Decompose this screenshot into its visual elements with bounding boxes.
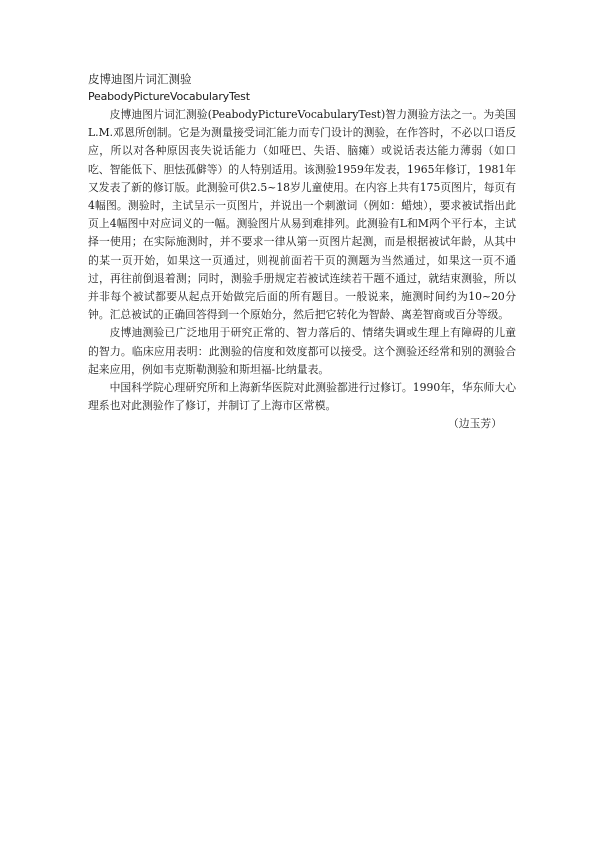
paragraph-definition: 皮博迪图片词汇测验(PeabodyPictureVocabularyTest)智力测验方法之一。为美国L.M.邓恩所创制。它是为测量接受词汇能力而专门设计的测验，在作答时，不必以口语反应，所以对各种原因丧失说话能力（如哑巴、失语、脑瘫）或说话表达能力薄弱（如口吃、智能低下、胆怯孤僻等）的人特别适用。该测验1959年发表，1965年修订，1981年又发表了新的修订版。此测验可供2.5~18岁儿童使用。在内容上共有175页图片，每页有4幅图。测验时，主试呈示一页图片，并说出一个刺激词（例如：蜡烛），要求被试指出此页上4幅图中对应词义的一幅。测验图片从易到难排列。此测验有L和M两个平行本，主试择一使用；在实际施测时，并不要求一律从第一页图片起测，而是根据被试年龄，从其中的某一页开始，如果这一页通过，则视前面若干页的测题为当然通过，如果这一页不通过，再往前倒退着测；同时，测验手册规定若被试连续若干题不通过，就结束测验，所以并非每个被试都要从起点开始做完后面的所有题目。一般说来，施测时间约为10~20分钟。汇总被试的正确回答得到一个原始分，然后把它转化为智龄、离差智商或百分等级。 (88, 108, 516, 322)
paragraph-applications: 皮博迪测验已广泛地用于研究正常的、智力落后的、情绪失调或生理上有障碍的儿童的智力。临床应用表明：此测验的信度和效度都可以接受。这个测验还经常和别的测验合起来应用，例如韦克斯勒测验和斯坦福-比纳量表。 (88, 326, 516, 376)
article-body (88, 71, 516, 434)
article-english-title: PeabodyPictureVocabularyTest (88, 90, 250, 103)
author-attribution: （边玉芳） (448, 417, 502, 431)
paragraph-revisions: 中国科学院心理研究所和上海新华医院对此测验都进行过修订。1990年，华东师大心理系也对此测验作了修订，并制订了上海市区常模。 (88, 381, 516, 413)
article-title: 皮博迪图片词汇测验 (88, 72, 192, 86)
